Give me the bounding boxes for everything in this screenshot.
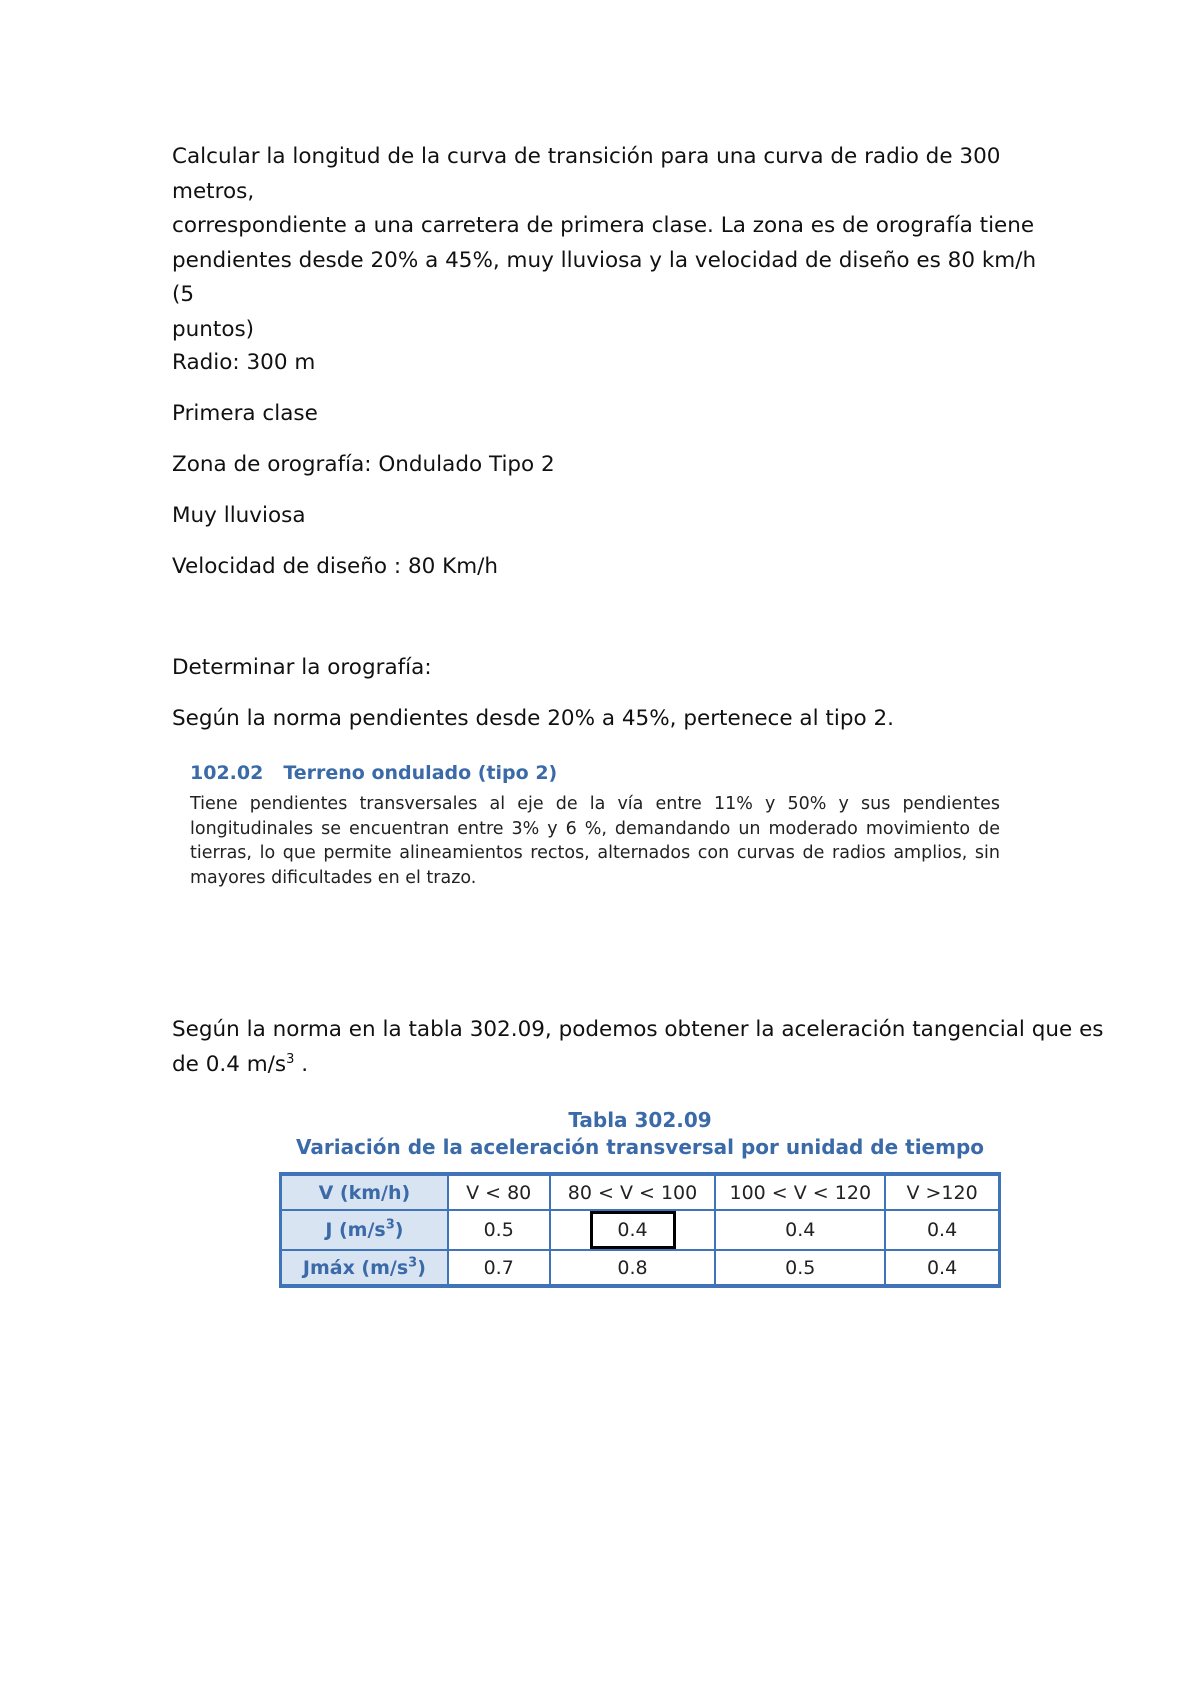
excerpt-body: Tiene pendientes transversales al eje de la vía entre 11% y 50% y sus pendientes longitudinales se encuentran entre 3% y 6 %, demandando un moderado movimiento de tierras, lo que permite alineamientos rectos, alternados con curvas de radios amplios, sin mayores dificultades en el trazo. [190, 794, 1000, 888]
table-col-header: V >120 [885, 1174, 999, 1210]
table-cell: 0.5 [715, 1250, 885, 1286]
data-clima: Muy lluviosa [172, 503, 306, 528]
table-header-v: V (km/h) [281, 1174, 448, 1210]
row-j-close: ) [394, 1219, 404, 1241]
table-row-label-j [281, 1210, 448, 1250]
problem-line: Calcular la longitud de la curva de transición para una curva de radio de 300 metros, [172, 144, 1001, 204]
norma-line-2-text: de 0.4 m/s [172, 1052, 287, 1077]
table-row [281, 1250, 1000, 1286]
row-jmax-label-text: Jmáx (m/s [302, 1256, 409, 1279]
table-cell: 0.4 [885, 1250, 999, 1286]
table-caption: Tabla 302.09 [568, 1108, 712, 1132]
orografia-heading: Determinar la orografía: [172, 655, 432, 680]
table-cell: 0.8 [550, 1250, 716, 1286]
norm-excerpt [190, 762, 1000, 890]
norma-line-2-end: . [294, 1052, 309, 1077]
row-j-label-text: J (m/s [325, 1219, 386, 1241]
acceleration-table [279, 1172, 1001, 1288]
orografia-statement: Según la norma pendientes desde 20% a 45%, pertenece al tipo 2. [172, 706, 894, 731]
norma-line-2 [172, 1052, 308, 1077]
row-j-exponent: 3 [385, 1217, 395, 1233]
table-subtitle: Variación de la aceleración transversal por unidad de tiempo [295, 1135, 985, 1159]
table-cell: 0.4 [715, 1210, 885, 1250]
data-zona: Zona de orografía: Ondulado Tipo 2 [172, 452, 555, 477]
table-cell-highlighted [550, 1210, 716, 1250]
data-velocidad: Velocidad de diseño : 80 Km/h [172, 554, 499, 579]
problem-statement [172, 140, 1042, 347]
excerpt-heading: Terreno ondulado (tipo 2) [283, 762, 558, 784]
data-radio: Radio: 300 m [172, 350, 316, 375]
table-row [281, 1174, 1000, 1210]
table-cell: 0.4 [885, 1210, 999, 1250]
problem-line: puntos) [172, 316, 255, 342]
table-row-label-jmax [281, 1250, 448, 1286]
table-row [281, 1210, 1000, 1250]
table-cell: 0.5 [448, 1210, 550, 1250]
table-col-header: 100 < V < 120 [715, 1174, 885, 1210]
excerpt-title [190, 762, 1000, 784]
table-col-header: 80 < V < 100 [550, 1174, 716, 1210]
highlight-box: 0.4 [590, 1211, 676, 1249]
row-jmax-close: ) [417, 1256, 426, 1279]
row-jmax-exponent: 3 [408, 1255, 418, 1271]
table-col-header: V < 80 [448, 1174, 550, 1210]
data-clase: Primera clase [172, 401, 318, 426]
excerpt-code: 102.02 [190, 762, 264, 784]
norma-line-1: Según la norma en la tabla 302.09, podemos obtener la aceleración tangencial que es [172, 1017, 1104, 1042]
table-cell: 0.7 [448, 1250, 550, 1286]
problem-line: correspondiente a una carretera de primera clase. La zona es de orografía tiene [172, 213, 1035, 238]
problem-line: pendientes desde 20% a 45%, muy lluviosa y la velocidad de diseño es 80 km/h (5 [172, 247, 1037, 307]
norma-exponent: 3 [286, 1051, 295, 1067]
